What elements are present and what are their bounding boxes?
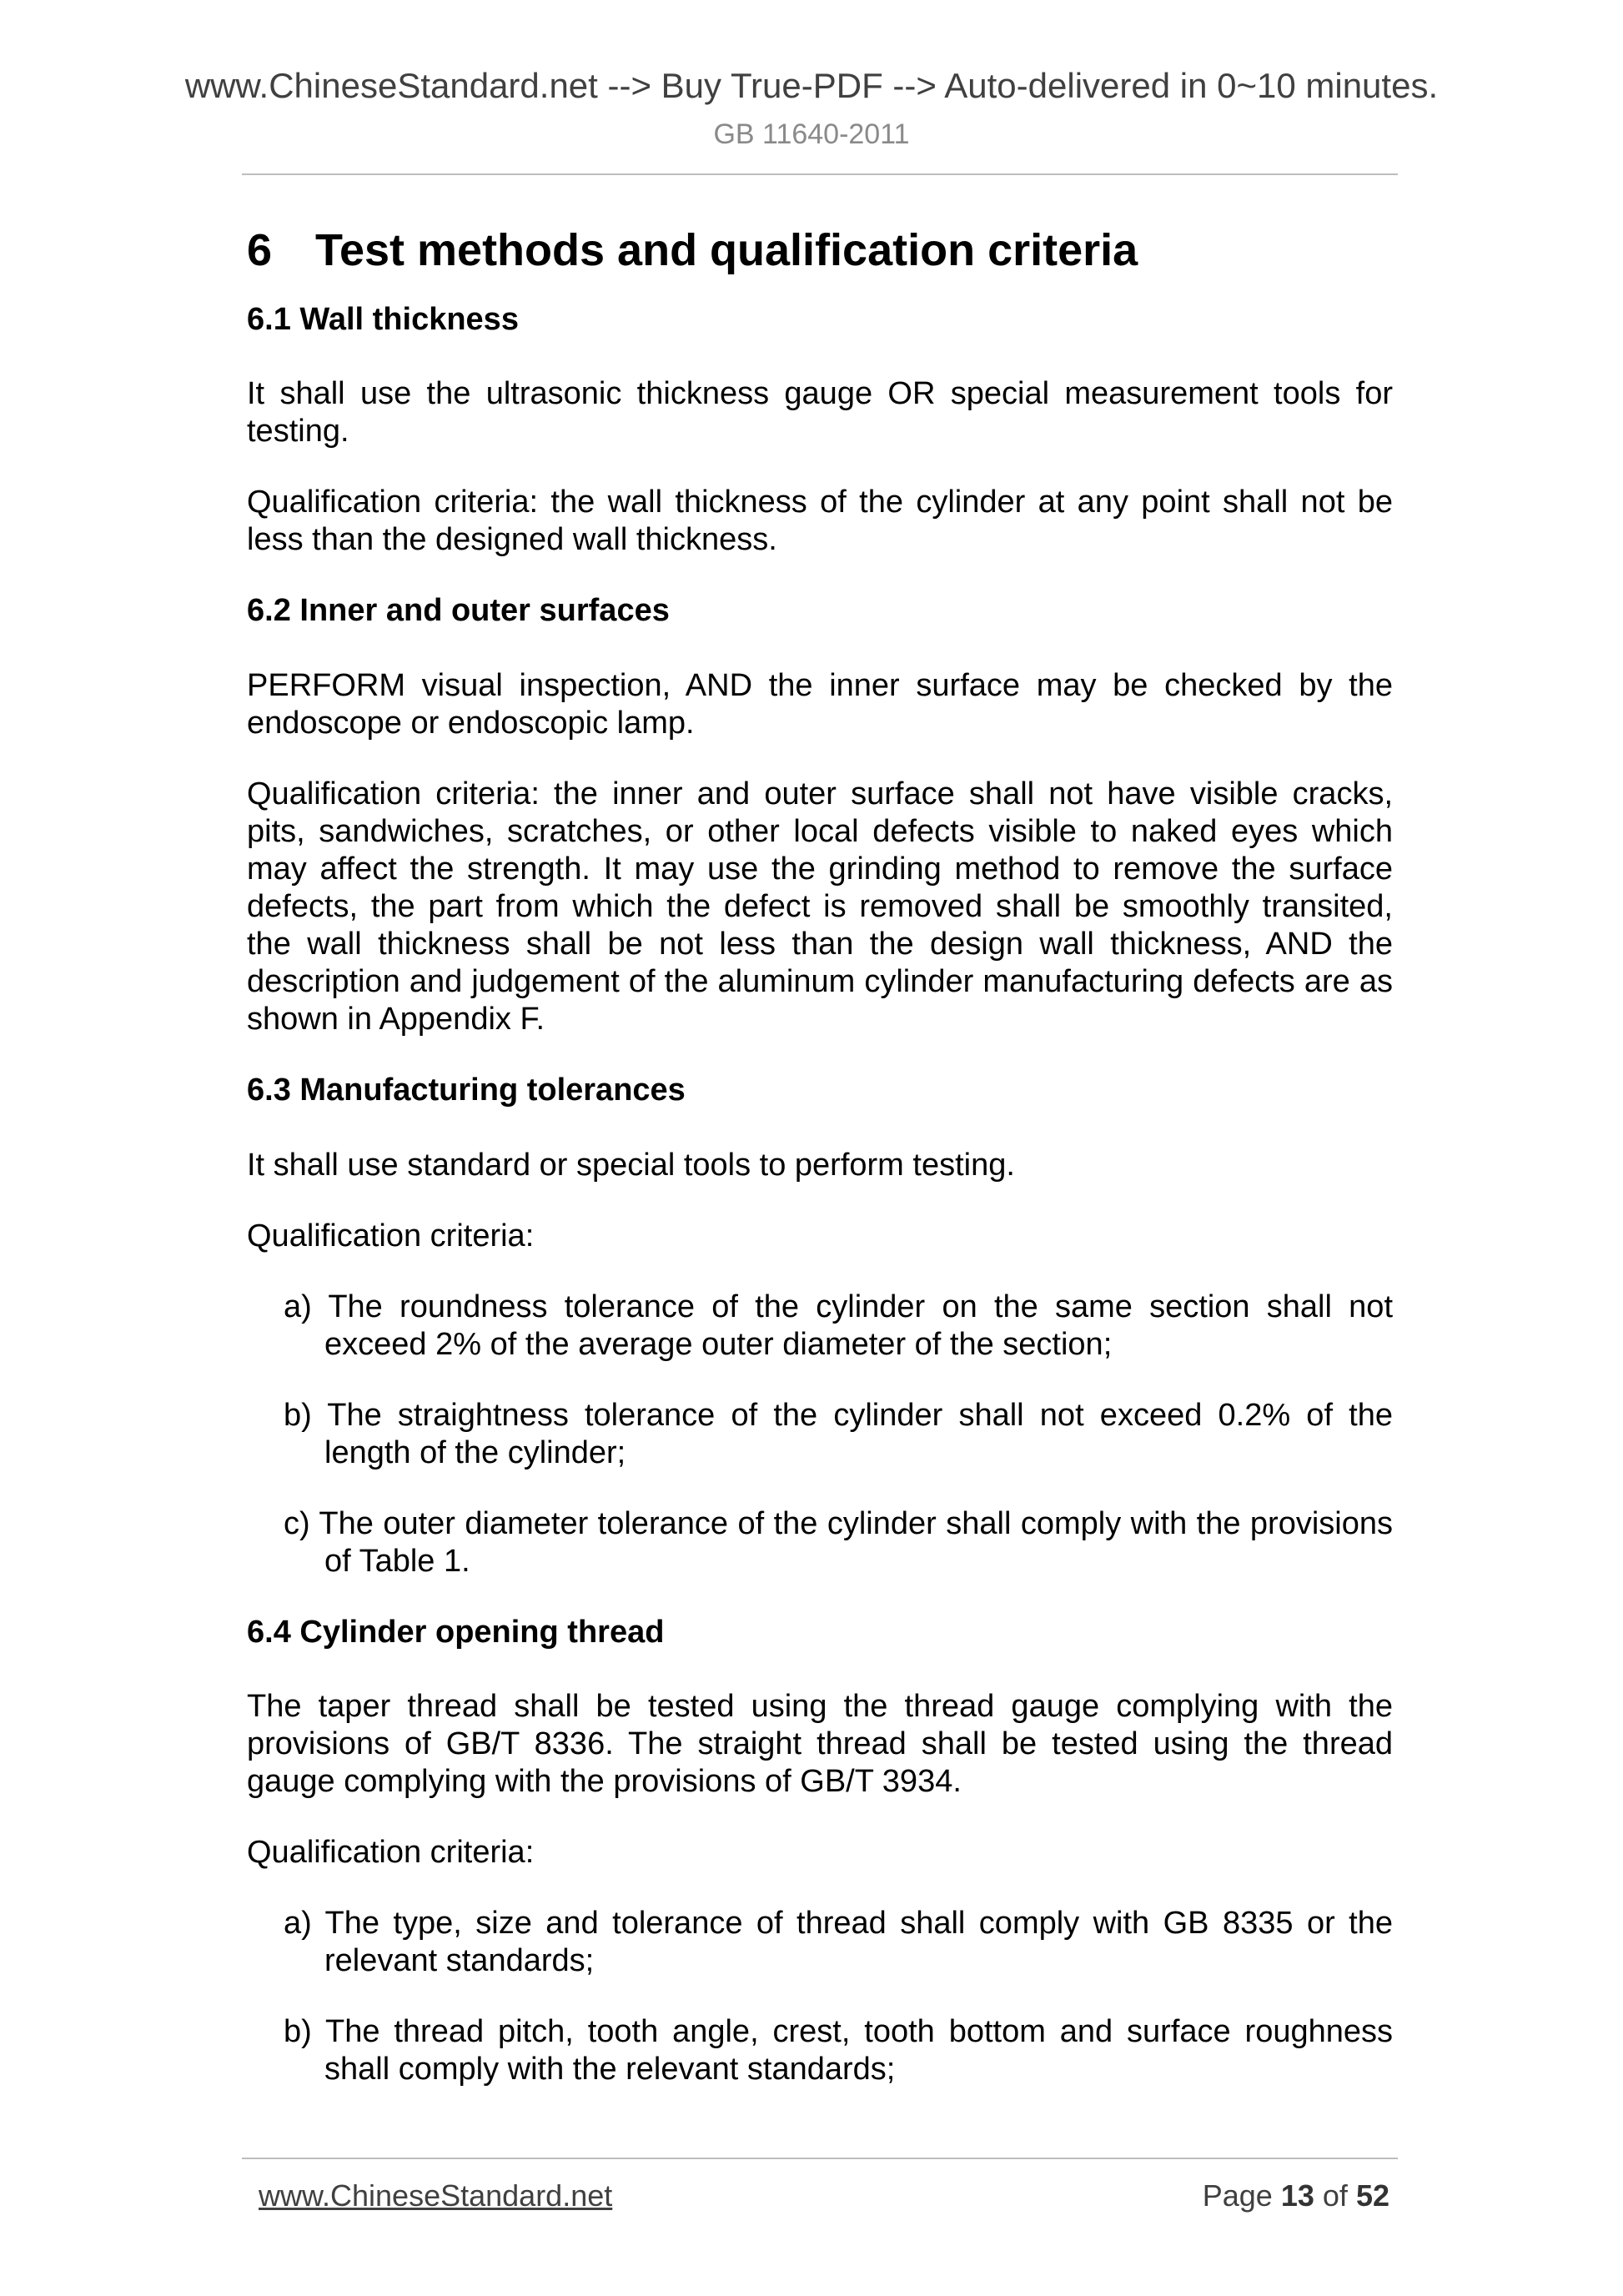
section-number: 6 <box>247 225 273 275</box>
paragraph: Qualification criteria: <box>247 1835 535 1871</box>
heading-6-2: 6.2 Inner and outer surfaces <box>247 593 670 629</box>
footer-divider <box>242 2158 1398 2159</box>
header-divider <box>242 173 1398 175</box>
section-heading <box>247 224 1393 278</box>
paragraph: Qualification criteria: the inner and outer surface shall not have visible cracks, pits, sandwiches, scratches, or other local defects visible to naked eyes which may affect the strength. It may use the grinding method to remove the surface defects, the part from which the defect is removed shall be smoothly transited, the wall thickness shall be not less than the design wall thickness, AND the description and judgement of the aluminum cylinder manufacturing defects are as shown in Appendix F. <box>247 776 1393 1037</box>
heading-6-4: 6.4 Cylinder opening thread <box>247 1614 665 1650</box>
heading-6-3: 6.3 Manufacturing tolerances <box>247 1072 686 1108</box>
list-item: b) The thread pitch, tooth angle, crest, tooth bottom and surface roughness shall comply with the relevant standards; <box>284 2014 1393 2088</box>
paragraph: Qualification criteria: the wall thickness of the cylinder at any point shall not be less than the designed wall thickness. <box>247 485 1393 558</box>
paragraph: Qualification criteria: <box>247 1218 535 1254</box>
footer-website-link[interactable]: www.ChineseStandard.net <box>259 2178 613 2213</box>
paragraph: PERFORM visual inspection, AND the inner surface may be checked by the endoscope or endoscopic lamp. <box>247 667 1393 741</box>
list-item: b) The straightness tolerance of the cylinder shall not exceed 0.2% of the length of the cylinder; <box>284 1397 1393 1470</box>
page-content <box>247 224 1393 2122</box>
list-item: a) The type, size and tolerance of thread shall comply with GB 8335 or the relevant standards; <box>284 1906 1393 1979</box>
paragraph: It shall use the ultrasonic thickness gauge OR special measurement tools for testing. <box>247 376 1393 450</box>
paragraph: The taper thread shall be tested using the thread gauge complying with the provisions of GB/T 8336. The straight thread shall be tested using the thread gauge complying with the provisions of GB/T 3934. <box>247 1689 1393 1800</box>
current-page: 13 <box>1280 2178 1314 2213</box>
list-item: a) The roundness tolerance of the cylinder on the same section shall not exceed 2% of the average outer diameter of the section; <box>284 1289 1393 1362</box>
heading-6-1: 6.1 Wall thickness <box>247 301 519 337</box>
list-item: c) The outer diameter tolerance of the cylinder shall comply with the provisions of Table 1. <box>284 1505 1393 1579</box>
document-id: GB 11640-2011 <box>713 118 910 150</box>
total-pages: 52 <box>1355 2178 1389 2213</box>
section-title: Test methods and qualification criteria <box>315 225 1138 275</box>
page-number: Page 13 of 52 <box>1202 2178 1389 2213</box>
paragraph: It shall use standard or special tools to perform testing. <box>247 1147 1015 1183</box>
header-banner: www.ChineseStandard.net --> Buy True-PDF --> Auto-delivered in 0~10 minutes. <box>184 66 1439 105</box>
